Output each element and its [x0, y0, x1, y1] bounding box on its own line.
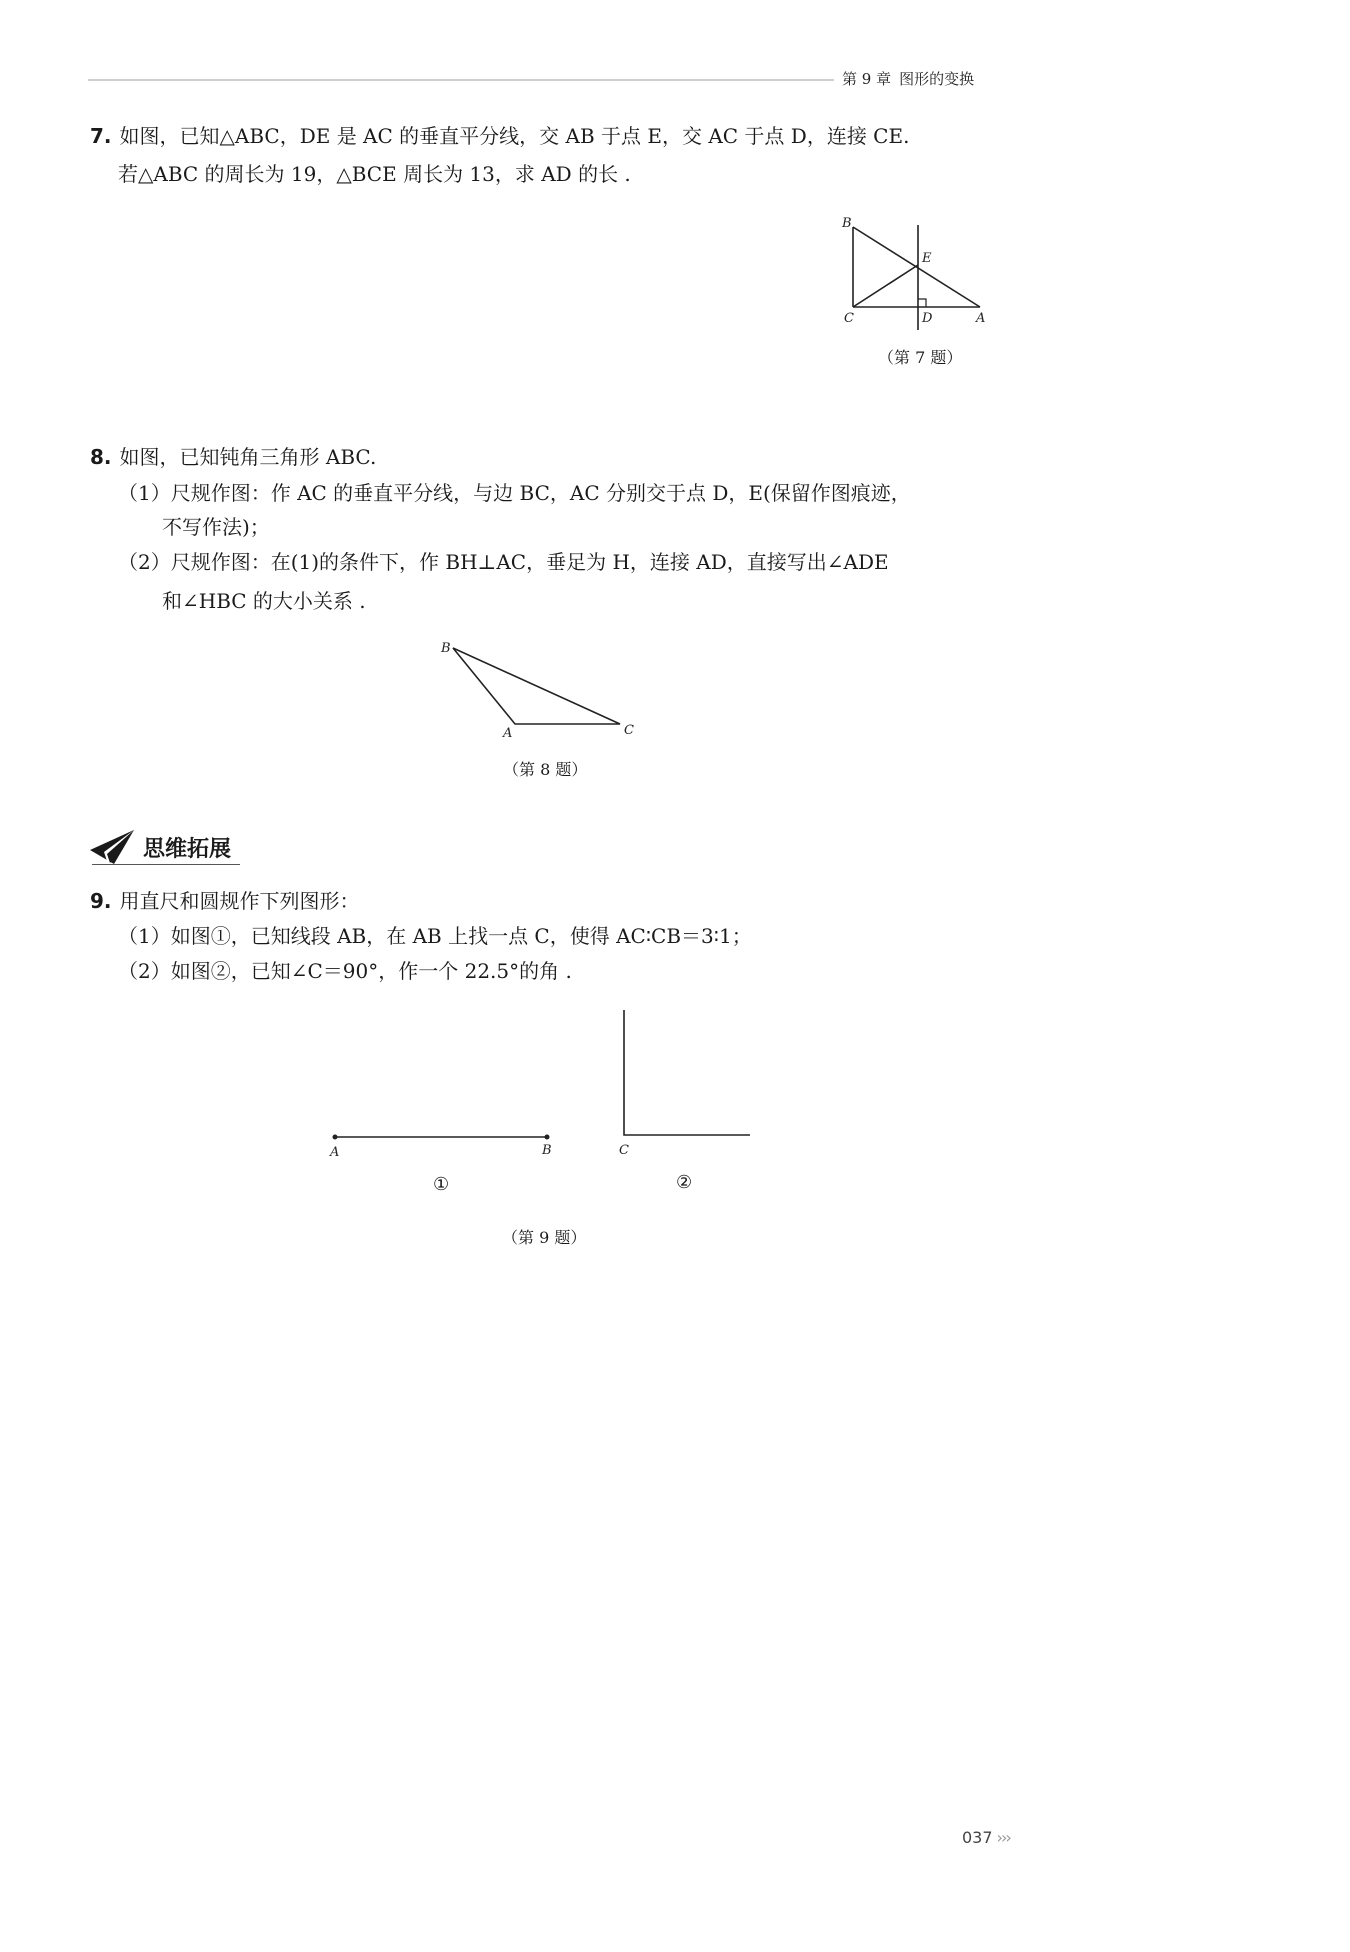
q9-part1: （1）如图①，已知线段 AB，在 AB 上找一点 C，使得 AC∶CB＝3∶1； — [118, 924, 752, 948]
q8-part1-line1: （1）尺规作图：作 AC 的垂直平分线，与边 BC，AC 分别交于点 D，E(保留作图痕迹， — [118, 481, 911, 505]
q7-label-b: B — [842, 216, 852, 231]
q9-point-a — [333, 1135, 338, 1140]
q7-label-a: A — [976, 311, 986, 326]
chapter-title: 图形的变换 — [899, 70, 975, 88]
q8-caption: （第 8 题） — [503, 760, 588, 779]
q9-part2: （2）如图②，已知∠C＝90°，作一个 22.5°的角 . — [118, 959, 572, 983]
section-title: 思维拓展 — [143, 837, 232, 862]
q7-label-d: D — [922, 311, 933, 326]
page-arrows-icon: ››› — [996, 1828, 1010, 1847]
q8-number: 8. — [90, 445, 112, 469]
q9-label-a: A — [330, 1145, 340, 1160]
q7-label-e: E — [922, 251, 932, 266]
q9-label-b: B — [542, 1143, 552, 1158]
q7-text-1: 如图，已知△ABC，DE 是 AC 的垂直平分线，交 AB 于点 E，交 AC 于点 D，连接 CE. — [119, 124, 910, 148]
q9-figure-1 — [329, 1135, 552, 1161]
q9-figure-1-mark: ① — [433, 1174, 450, 1195]
page-number-text: 037 — [962, 1828, 993, 1847]
q8-part2-line1: （2）尺规作图：在(1)的条件下，作 BH⊥AC，垂足为 H，连接 AD，直接写出∠ADE — [118, 550, 889, 574]
q7-line2: 若△ABC 的周长为 19，△BCE 周长为 13，求 AD 的长 . — [118, 162, 631, 186]
q8-label-a: A — [503, 726, 513, 741]
q8-label-b: B — [441, 641, 451, 656]
q9-caption: （第 9 题） — [502, 1228, 587, 1247]
q8-part2-line2: 和∠HBC 的大小关系 . — [162, 589, 366, 613]
q8-text-1: 如图，已知钝角三角形 ABC. — [119, 445, 377, 469]
q8-label-c: C — [624, 723, 634, 738]
q9-figure-2 — [619, 1010, 750, 1158]
q9-right-angle-c — [624, 1010, 750, 1135]
q8-part1-line2: 不写作法)； — [162, 515, 270, 539]
chapter-number: 第 9 章 — [842, 70, 892, 88]
q9-label-c: C — [619, 1143, 629, 1158]
q7-label-c: C — [844, 311, 854, 326]
q9-text-1: 用直尺和圆规作下列图形： — [119, 889, 360, 913]
q7-caption: （第 7 题） — [878, 348, 963, 367]
page-number — [962, 1828, 1010, 1847]
q9-number: 9. — [90, 889, 112, 913]
q9-point-b — [545, 1135, 550, 1140]
q9-figure-2-mark: ② — [676, 1172, 693, 1193]
q7-number: 7. — [90, 124, 112, 148]
